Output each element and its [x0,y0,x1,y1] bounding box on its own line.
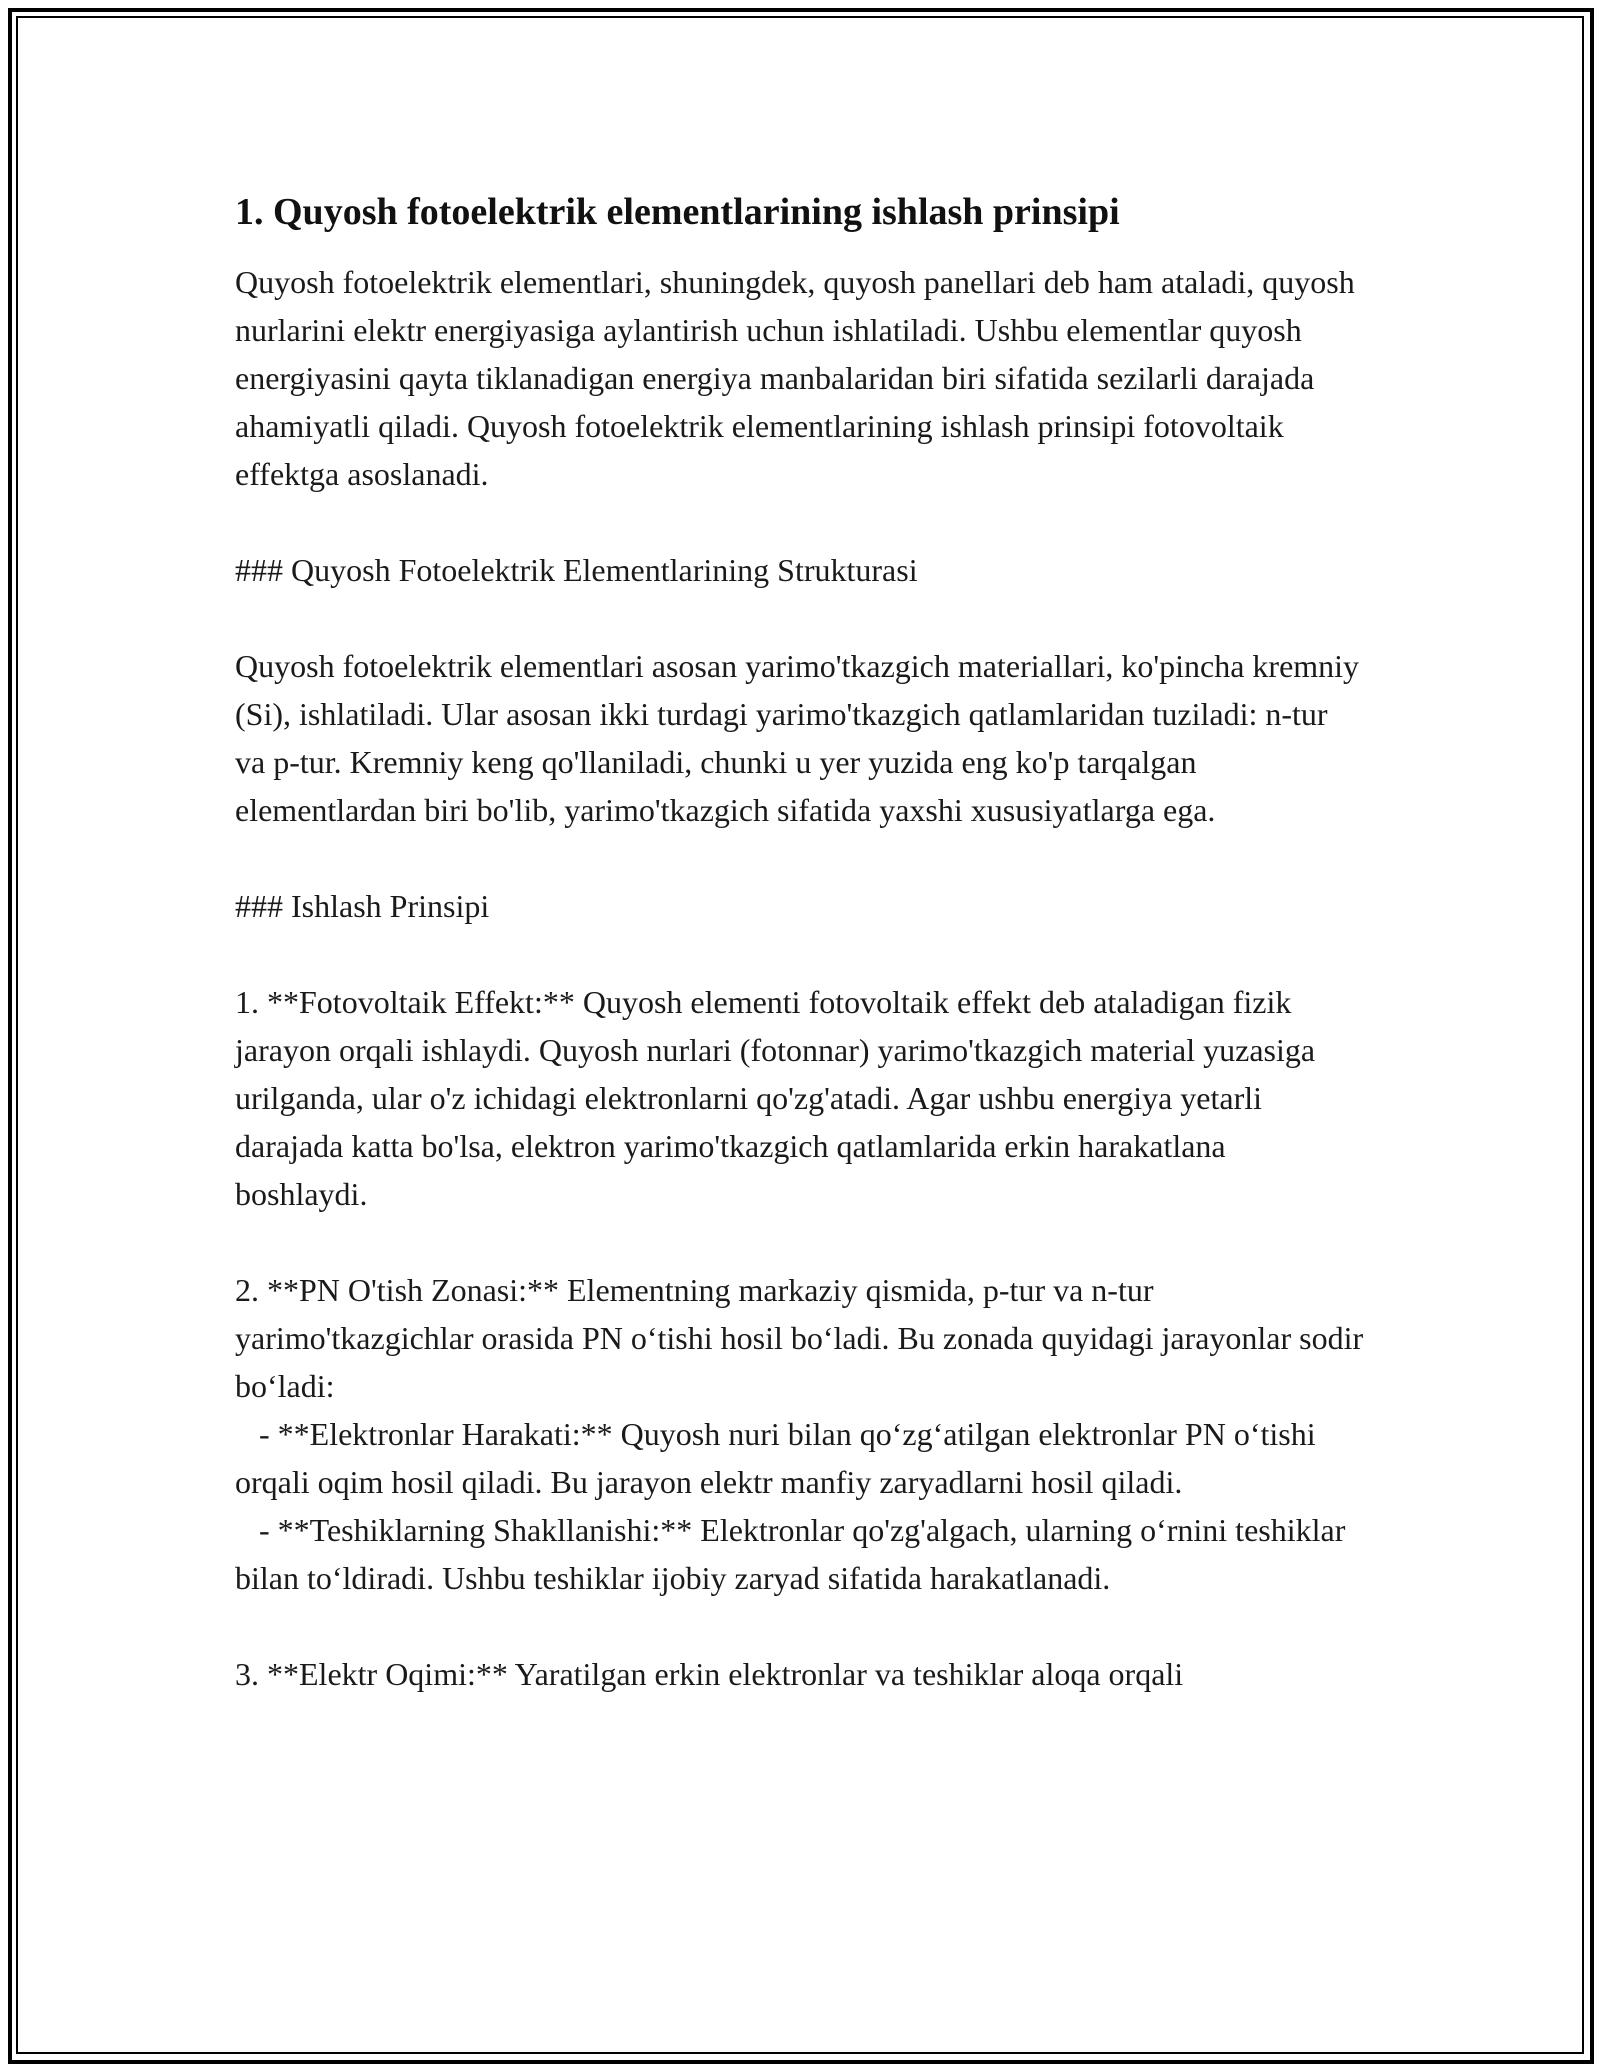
section-structure-heading: ### Quyosh Fotoelektrik Elementlarining Strukturasi [235,552,918,588]
intro-paragraph: Quyosh fotoelektrik elementlari, shuningdek, quyosh panellari deb ham ataladi, quyosh nurlarini elektr energiyasiga aylantirish uchun ishlatiladi. Ushbu elementlar quyosh energiyasini qayta tiklanadigan energiya manbalaridan biri sifatida sezilarli darajada ahamiyatli qiladi. Quyosh fotoelektrik elementlarining ishlash prinsipi fotovoltaik effektga asoslanadi. [235,264,1363,492]
list-item-photovoltaic-effect: 1. **Fotovoltaik Effekt:** Quyosh elementi fotovoltaik effekt deb ataladigan fizik jarayon orqali ishlaydi. Quyosh nurlari (fotonnar) yarimo'tkazgich material yuzasiga urilganda, ular o'z ichidagi elektronlarni qo'zg'atadi. Agar ushbu energiya yetarli darajada katta bo'lsa, elektron yarimo'tkazgich qatlamlarida erkin harakatlana boshlaydi. [235,984,1324,1212]
list-item-pn-junction: 2. **PN O'tish Zonasi:** Elementning markaziy qismida, p-tur va n-tur yarimo'tkazgichlar orasida PN oʻtishi hosil boʻladi. Bu zonada quyidagi jarayonlar sodir boʻladi: - **Elektronlar Harakati:** Quyosh nuri bilan qoʻzgʻatilgan elektronlar PN oʻtishi orqali oqim hosil qiladi. Bu jarayon elektr manfiy zaryadlarni hosil qiladi. - **Teshiklarning Shakllanishi:** Elektronlar qo'zg'algach, ularning oʻrnini teshiklar bilan toʻldiradi. Ushbu teshiklar ijobiy zaryad sifatida harakatlanadi. [235,1272,1364,1596]
document-title: 1. Quyosh fotoelektrik elementlarining ishlash prinsipi [235,191,1120,233]
spacer [235,594,1365,642]
section-structure-paragraph: Quyosh fotoelektrik elementlari asosan yarimo'tkazgich materiallari, ko'pincha kremniy (Si), ishlatiladi. Ular asosan ikki turdagi yarimo'tkazgich qatlamlaridan tuziladi: n-tur va p-tur. Kremniy keng qo'llaniladi, chunki u yer yuzida eng ko'p tarqalgan elementlardan biri bo'lib, yarimo'tkazgich sifatida yaxshi xususiyatlarga ega. [235,648,1368,828]
section-principle-heading: ### Ishlash Prinsipi [235,888,490,924]
spacer [235,930,1365,978]
spacer [235,1218,1365,1266]
spacer [235,834,1365,882]
spacer [235,498,1365,546]
spacer [235,1602,1365,1650]
list-item-electric-current: 3. **Elektr Oqimi:** Yaratilgan erkin elektronlar va teshiklar aloqa orqali [235,1656,1184,1692]
document-body [235,188,1368,1698]
